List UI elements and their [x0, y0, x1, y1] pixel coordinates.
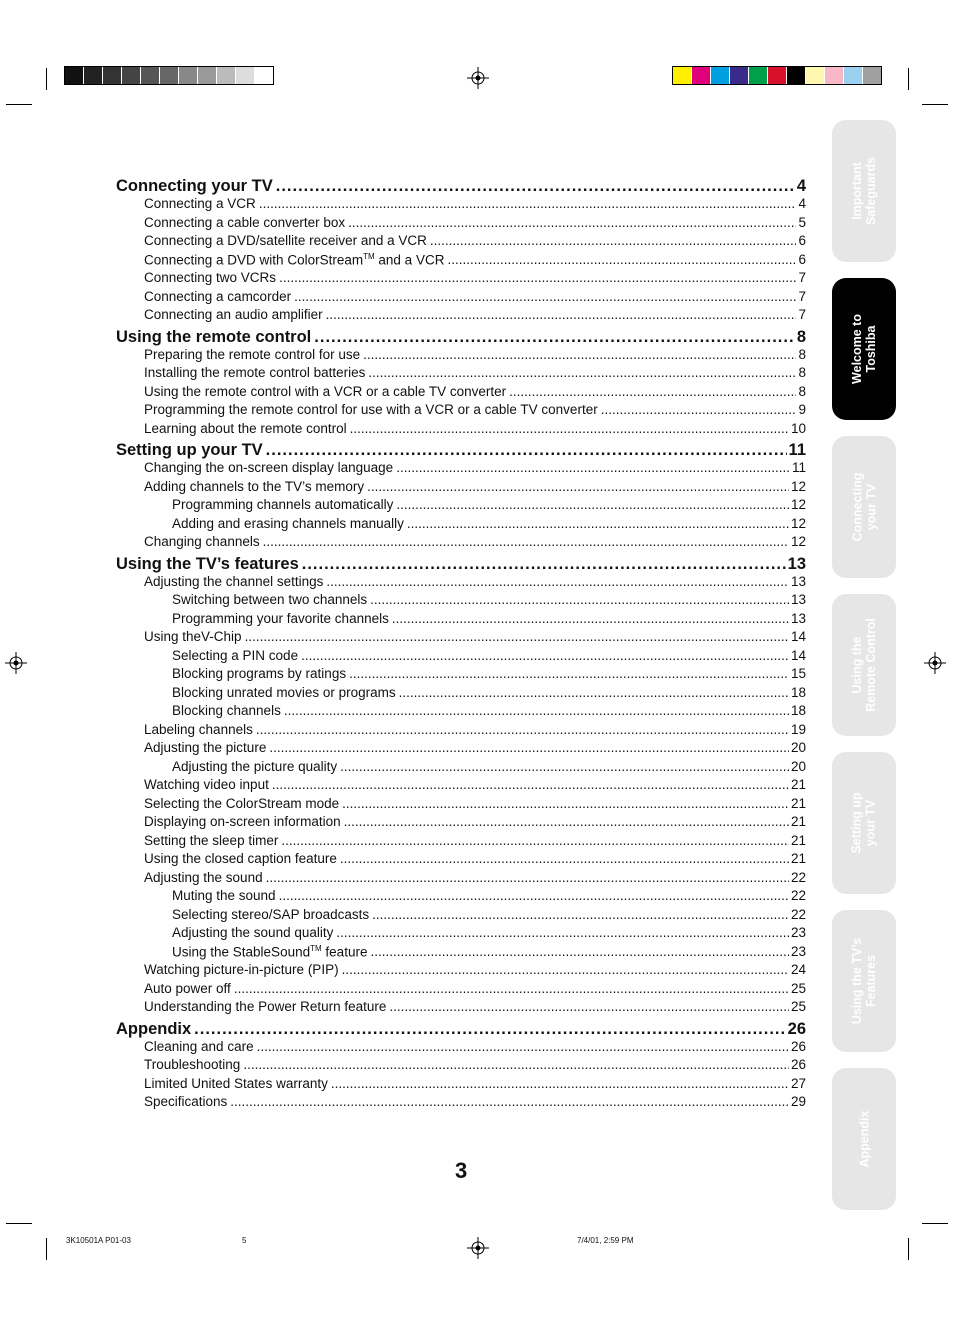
- color-swatch: [844, 67, 863, 84]
- toc-entry-title: Installing the remote control batteries: [144, 365, 366, 380]
- toc-entry-title: Adjusting the picture quality: [172, 758, 338, 774]
- dot-leader: [349, 666, 789, 681]
- dot-leader: [368, 365, 796, 380]
- dot-leader: [301, 648, 789, 663]
- toc-entry[interactable]: [116, 759, 806, 778]
- toc-page-number: 8: [798, 383, 806, 399]
- color-swatch: [863, 67, 881, 84]
- toc-page-number: 4: [796, 177, 806, 195]
- dot-leader: [331, 1076, 789, 1091]
- toc-entry-title: Displaying on-screen information: [144, 814, 341, 829]
- dot-leader: [407, 516, 789, 531]
- color-swatch: [768, 67, 787, 84]
- crop-mark: [46, 68, 47, 90]
- dot-leader: [279, 270, 796, 285]
- toc-entry-title: Using the TV’s features: [116, 554, 299, 573]
- toc-entry[interactable]: [116, 402, 806, 421]
- crop-mark: [6, 104, 32, 105]
- toc-entry-title: Selecting stereo/SAP broadcasts: [172, 906, 370, 922]
- toc-page-number: 22: [790, 906, 806, 922]
- toc-entry-title: Using the remote control: [116, 327, 312, 346]
- crop-mark: [922, 1223, 948, 1224]
- toc-entry-title: Connecting a camcorder: [144, 288, 292, 304]
- toc-section-heading[interactable]: [116, 555, 806, 574]
- dot-leader: [372, 907, 789, 922]
- toc-entry-title: Adjusting the sound: [144, 869, 263, 885]
- toc-page-number: 21: [790, 814, 806, 829]
- toc-entry-title: Selecting a PIN code: [172, 647, 299, 663]
- section-tab[interactable]: [832, 752, 896, 894]
- toc-entry[interactable]: [116, 740, 806, 759]
- toc-entry-title: Connecting two VCRs: [144, 270, 277, 285]
- toc-entry-title: Blocking channels: [172, 703, 281, 718]
- toc-page-number: 26: [790, 1038, 806, 1054]
- section-tab[interactable]: [832, 436, 896, 578]
- toc-page-number: 12: [790, 515, 806, 531]
- dot-leader: [396, 460, 790, 475]
- toc-entry-title: Connecting a VCR: [144, 196, 256, 211]
- dot-leader: [234, 981, 789, 996]
- toc-page-number: 6: [798, 252, 806, 267]
- toc-page-number: 27: [790, 1075, 806, 1091]
- dot-leader: [370, 944, 789, 959]
- toc-entry-title: Programming the remote control for use with a VCR or a cable TV converter: [144, 402, 598, 417]
- toc-entry-title: Adjusting the picture: [144, 740, 267, 755]
- dot-leader: [342, 962, 789, 977]
- toc-page-number: 24: [790, 962, 806, 977]
- toc-entry-title: Connecting a cable converter box: [144, 214, 346, 230]
- toc-entry[interactable]: [116, 796, 806, 815]
- toc-page-number: 13: [787, 554, 806, 573]
- dot-leader: [257, 1039, 789, 1054]
- dot-leader: [430, 233, 797, 248]
- dot-leader: [342, 796, 789, 811]
- crop-mark: [908, 68, 909, 90]
- toc-entry[interactable]: [116, 307, 806, 326]
- toc-page-number: 25: [790, 980, 806, 996]
- dot-leader: [194, 1020, 785, 1039]
- color-swatch: [825, 67, 844, 84]
- toc-entry-title: Blocking unrated movies or programs: [172, 684, 396, 700]
- toc-entry-title: Connecting an audio amplifier: [144, 307, 323, 322]
- dot-leader: [350, 421, 789, 436]
- toc-entry[interactable]: [116, 479, 806, 498]
- color-swatch: [236, 67, 255, 84]
- toc-entry[interactable]: [116, 196, 806, 215]
- toc-section-heading[interactable]: [116, 1020, 806, 1039]
- toc-entry-title: Watching video input: [144, 777, 269, 792]
- grayscale-color-bar: [64, 66, 274, 85]
- dot-leader: [266, 441, 787, 460]
- toc-entry-title: Connecting a DVD/satellite receiver and a VCR: [144, 233, 427, 248]
- dot-leader: [314, 328, 795, 347]
- toc-page-number: 22: [790, 869, 806, 885]
- dot-leader: [302, 555, 786, 574]
- crop-mark: [46, 1238, 47, 1260]
- color-swatch: [806, 67, 825, 84]
- dot-leader: [399, 685, 789, 700]
- section-tab-label: Appendix: [856, 1110, 871, 1168]
- toc-entry[interactable]: [116, 666, 806, 685]
- crop-mark: [6, 1223, 32, 1224]
- color-swatch: [103, 67, 122, 84]
- toc-page-number: 18: [790, 703, 806, 718]
- footer-job-id: 3K10501A P01-03: [66, 1236, 131, 1245]
- section-tab[interactable]: [832, 1068, 896, 1210]
- color-swatch: [787, 67, 806, 84]
- crop-mark: [908, 1238, 909, 1260]
- toc-entry[interactable]: [116, 1039, 806, 1058]
- table-of-contents: [116, 175, 806, 1113]
- dot-leader: [392, 611, 789, 626]
- toc-entry-title: Adjusting the channel settings: [144, 573, 324, 589]
- toc-entry[interactable]: [116, 516, 806, 535]
- dot-leader: [279, 888, 789, 903]
- dot-leader: [344, 814, 789, 829]
- toc-entry[interactable]: [116, 981, 806, 1000]
- toc-entry[interactable]: [116, 252, 806, 271]
- toc-entry[interactable]: [116, 384, 806, 403]
- toc-page-number: 18: [790, 684, 806, 700]
- toc-page-number: 21: [790, 777, 806, 792]
- dot-leader: [269, 740, 789, 755]
- toc-page-number: 13: [790, 592, 806, 607]
- toc-entry-title: Using the closed caption feature: [144, 851, 337, 866]
- section-tab[interactable]: [832, 120, 896, 262]
- toc-entry-title: Limited United States warranty: [144, 1075, 328, 1091]
- toc-entry[interactable]: [116, 722, 806, 741]
- toc-entry-title: Setting the sleep timer: [144, 832, 279, 848]
- dot-leader: [326, 307, 797, 322]
- toc-entry[interactable]: [116, 685, 806, 704]
- toc-page-number: 8: [796, 327, 806, 346]
- toc-entry-title: Preparing the remote control for use: [144, 346, 361, 362]
- toc-entry[interactable]: [116, 592, 806, 611]
- toc-page-number: 8: [798, 346, 806, 362]
- toc-entry-title: Using the remote control with a VCR or a cable TV converter: [144, 383, 507, 399]
- dot-leader: [340, 759, 789, 774]
- toc-section-heading[interactable]: [116, 177, 806, 196]
- color-swatch: [217, 67, 236, 84]
- toc-entry[interactable]: [116, 870, 806, 889]
- dot-leader: [370, 592, 789, 607]
- dot-leader: [256, 722, 789, 737]
- dot-leader: [389, 999, 789, 1014]
- dot-leader: [336, 925, 789, 940]
- toc-page-number: 10: [790, 420, 806, 436]
- registration-mark-icon: [467, 67, 489, 89]
- toc-page-number: 22: [790, 888, 806, 903]
- section-tab[interactable]: [832, 594, 896, 736]
- toc-page-number: 26: [790, 1057, 806, 1072]
- toc-entry[interactable]: [116, 629, 806, 648]
- toc-page-number: 29: [790, 1094, 806, 1109]
- color-swatch: [692, 67, 711, 84]
- page-number: 3: [455, 1158, 468, 1183]
- toc-page-number: 7: [798, 270, 806, 285]
- dot-leader: [243, 1057, 789, 1072]
- toc-page-number: 20: [790, 758, 806, 774]
- toc-page-number: 23: [790, 944, 806, 959]
- dot-leader: [396, 497, 789, 512]
- toc-entry-title: Programming your favorite channels: [172, 610, 389, 626]
- toc-entry-title: Learning about the remote control: [144, 420, 347, 436]
- toc-entry-title: Setting up your TV: [116, 441, 263, 459]
- dot-leader: [340, 851, 789, 866]
- dot-leader: [230, 1094, 789, 1109]
- toc-entry[interactable]: [116, 648, 806, 667]
- toc-entry[interactable]: [116, 347, 806, 366]
- color-swatch: [198, 67, 217, 84]
- color-swatch: [255, 67, 273, 84]
- toc-entry-title: Cleaning and care: [144, 1038, 254, 1054]
- toc-page-number: 21: [790, 795, 806, 811]
- toc-entry[interactable]: [116, 1094, 806, 1113]
- toc-page-number: 12: [790, 497, 806, 512]
- dot-leader: [509, 384, 796, 399]
- toc-page-number: 11: [791, 460, 806, 475]
- toc-entry-title: Changing the on-screen display language: [144, 460, 394, 475]
- section-tab-label: Using the Remote Control: [850, 618, 878, 712]
- toc-entry-title: Watching picture-in-picture (PIP): [144, 962, 339, 977]
- toc-entry[interactable]: [116, 289, 806, 308]
- toc-page-number: 7: [798, 307, 806, 322]
- toc-entry-title: Switching between two channels: [172, 592, 368, 607]
- toc-entry-title: Appendix: [116, 1019, 192, 1038]
- section-tab-label: Setting up your TV: [849, 792, 878, 854]
- toc-page-number: 20: [790, 740, 806, 755]
- toc-entry-title: Understanding the Power Return feature: [144, 999, 387, 1014]
- toc-page-number: 13: [790, 573, 806, 589]
- toc-page-number: 15: [790, 666, 806, 681]
- toc-page-number: 4: [798, 196, 806, 211]
- toc-entry-title: Adjusting the sound quality: [172, 925, 334, 940]
- toc-entry-title: Muting the sound: [172, 888, 276, 903]
- color-swatch: [84, 67, 103, 84]
- crop-mark: [922, 104, 948, 105]
- toc-page-number: 19: [790, 721, 806, 737]
- registration-mark-icon: [5, 652, 27, 674]
- toc-page-number: 23: [790, 925, 806, 940]
- toc-entry[interactable]: [116, 233, 806, 252]
- toc-entry[interactable]: [116, 814, 806, 833]
- color-swatch: [179, 67, 198, 84]
- toc-entry[interactable]: [116, 215, 806, 234]
- toc-page-number: 8: [798, 365, 806, 380]
- dot-leader: [367, 479, 789, 494]
- section-tab-label: Connecting your TV: [850, 472, 878, 542]
- toc-entry[interactable]: [116, 999, 806, 1018]
- toc-entry-title: Selecting the ColorStream mode: [144, 795, 340, 811]
- section-tab[interactable]: [832, 278, 896, 420]
- dot-leader: [276, 177, 795, 196]
- dot-leader: [363, 347, 796, 362]
- toc-page-number: 6: [798, 233, 806, 248]
- dot-leader: [294, 289, 796, 304]
- dot-leader: [601, 402, 797, 417]
- color-swatch: [673, 67, 692, 84]
- dot-leader: [266, 870, 789, 885]
- toc-entry-title: Using theV-Chip: [144, 629, 242, 644]
- footer-timestamp: 7/4/01, 2:59 PM: [577, 1236, 634, 1245]
- toc-section-heading[interactable]: [116, 441, 806, 460]
- toc-entry[interactable]: [116, 925, 806, 944]
- dot-leader: [284, 703, 789, 718]
- toc-entry-title: Troubleshooting: [144, 1057, 241, 1072]
- toc-page-number: 12: [790, 478, 806, 494]
- toc-entry-title: Changing channels: [144, 534, 260, 549]
- section-tab-label: Using the TV’s Features: [850, 937, 879, 1025]
- toc-page-number: 14: [790, 647, 806, 663]
- dot-leader: [447, 252, 796, 267]
- toc-page-number: 9: [798, 402, 806, 417]
- toc-entry[interactable]: [116, 907, 806, 926]
- toc-page-number: 25: [790, 999, 806, 1014]
- toc-entry[interactable]: [116, 703, 806, 722]
- toc-entry[interactable]: [116, 888, 806, 907]
- toc-page-number: 7: [798, 288, 806, 304]
- registration-mark-icon: [467, 1237, 489, 1259]
- toc-entry[interactable]: [116, 851, 806, 870]
- toc-entry-title: Specifications: [144, 1094, 228, 1109]
- toc-entry-title: Programming channels automatically: [172, 497, 394, 512]
- toc-page-number: 12: [790, 534, 806, 549]
- toc-entry-title: Connecting your TV: [116, 177, 273, 195]
- dot-leader: [326, 574, 789, 589]
- section-tab[interactable]: [832, 910, 896, 1052]
- color-swatch: [65, 67, 84, 84]
- toc-page-number: 5: [798, 214, 806, 230]
- toc-entry-title: Blocking programs by ratings: [172, 666, 347, 681]
- dot-leader: [245, 629, 789, 644]
- dot-leader: [263, 534, 789, 549]
- dot-leader: [281, 833, 789, 848]
- toc-entry[interactable]: [116, 365, 806, 384]
- toc-entry-title: Connecting a DVD with ColorStream™ and a VCR: [144, 251, 445, 267]
- dot-leader: [348, 215, 796, 230]
- toc-page-number: 21: [790, 832, 806, 848]
- footer-sheet-number: 5: [242, 1236, 247, 1245]
- toc-page-number: 21: [790, 851, 806, 866]
- section-tab-label: Welcome to Toshiba: [850, 314, 879, 384]
- toc-entry[interactable]: [116, 574, 806, 593]
- toc-page-number: 13: [790, 610, 806, 626]
- toc-entry-title: Adding and erasing channels manually: [172, 515, 404, 531]
- color-swatch: [711, 67, 730, 84]
- registration-mark-icon: [924, 652, 946, 674]
- toc-entry[interactable]: [116, 1076, 806, 1095]
- color-swatch: [730, 67, 749, 84]
- toc-page-number: 11: [788, 441, 806, 459]
- color-swatch: [749, 67, 768, 84]
- dot-leader: [272, 777, 789, 792]
- toc-entry-title: Adding channels to the TV’s memory: [144, 478, 365, 494]
- color-swatch: [122, 67, 141, 84]
- toc-entry[interactable]: [116, 1057, 806, 1076]
- toc-entry[interactable]: [116, 777, 806, 796]
- color-swatch: [141, 67, 160, 84]
- toc-entry-title: Using the StableSound™ feature: [172, 943, 368, 959]
- section-tab-label: Important Safeguards: [850, 156, 878, 226]
- toc-entry[interactable]: [116, 944, 806, 963]
- toc-page-number: 14: [790, 629, 806, 644]
- toc-entry[interactable]: [116, 460, 806, 479]
- toc-entry[interactable]: [116, 421, 806, 440]
- toc-entry[interactable]: [116, 534, 806, 553]
- toc-entry[interactable]: [116, 833, 806, 852]
- toc-entry[interactable]: [116, 611, 806, 630]
- color-swatch: [160, 67, 179, 84]
- toc-section-heading[interactable]: [116, 328, 806, 347]
- toc-entry[interactable]: [116, 962, 806, 981]
- process-color-bar: [672, 66, 882, 85]
- dot-leader: [259, 196, 797, 211]
- toc-entry[interactable]: [116, 497, 806, 516]
- toc-entry[interactable]: [116, 270, 806, 289]
- toc-entry-title: Labeling channels: [144, 721, 253, 737]
- toc-entry-title: Auto power off: [144, 980, 231, 996]
- toc-page-number: 26: [787, 1019, 806, 1038]
